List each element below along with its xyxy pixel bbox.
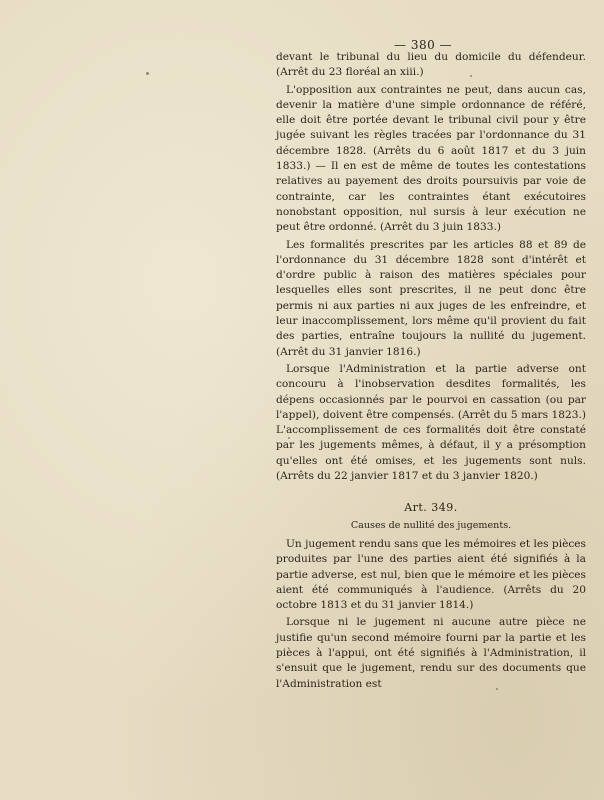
paragraph: Lorsque l'Administration et la partie adverse ont concouru à l'inobservation desdites formalités, les dépens occasionnés par le pourvoi en cassation (ou par l'appel), doivent être compensés. (Arrêt du 5 mars 1823.) L'accomplissement de ces formalités doit être constaté par les jugements mêmes, à défaut, il y a présomption qu'elles ont été omises, et les jugements sont nuls. (Arrêts du 22 janvier 1817 et du 3 janvier 1820.): [276, 362, 586, 483]
article-subtitle: Causes de nullité des jugements.: [350, 519, 512, 531]
paragraph: Un jugement rendu sans que les mémoires et les pièces produites par l'une des parties aient été signifiés à la partie adverse, est nul, bien que le mémoire et les pièces aient été communiqués à l'audience. (Arrêts du 20 octobre 1813 et du 31 janvier 1814.): [276, 537, 586, 612]
paragraph: devant le tribunal du lieu du domicile du défendeur. (Arrêt du 23 floréal an xiii.): [276, 51, 586, 79]
article-heading: Art. 349.: [404, 501, 458, 515]
paragraph: Lorsque ni le jugement ni aucune autre pièce ne justifie qu'un second mémoire fourni par la partie et les pièces à l'appui, ont été signifiés à l'Administration, il s'ensuit que le jugement, rendu sur des documents que l'Administration est: [276, 616, 586, 690]
paper-speck: [470, 75, 472, 77]
body-text: [276, 50, 586, 694]
paragraph: Les formalités prescrites par les articles 88 et 89 de l'ordonnance du 31 décembre 1828 sont d'intérêt et d'ordre public à raison des matières spéciales pour lesquelles elles sont prescrites, il ne peut donc être permis ni aux parties ni aux juges de les enfreindre, et leur inaccomplissement, lors même qu'il provient du fait des parties, entraîne toujours la nullité du jugement. (Arrêt du 31 janvier 1816.): [276, 238, 586, 358]
paper-speck: [288, 437, 290, 439]
paper-speck: [146, 72, 149, 75]
paragraph: L'opposition aux contraintes ne peut, dans aucun cas, devenir la matière d'une simple ordonnance de référé, elle doit être portée devant le tribunal civil pour y être jugée suivant les règles tracées par l'ordonnance du 31 décembre 1828. (Arrêts du 6 août 1817 et du 3 juin 1833.) — Il en est de même de toutes les contestations relatives au payement des droits poursuivis par voie de contrainte, car les contraintes étant exécutoires nonobstant opposition, nul sursis à leur exécution ne peut être ordonné. (Arrêt du 3 juin 1833.): [276, 83, 586, 234]
page-number: — 380 —: [394, 38, 453, 52]
paper-speck: [496, 688, 498, 690]
